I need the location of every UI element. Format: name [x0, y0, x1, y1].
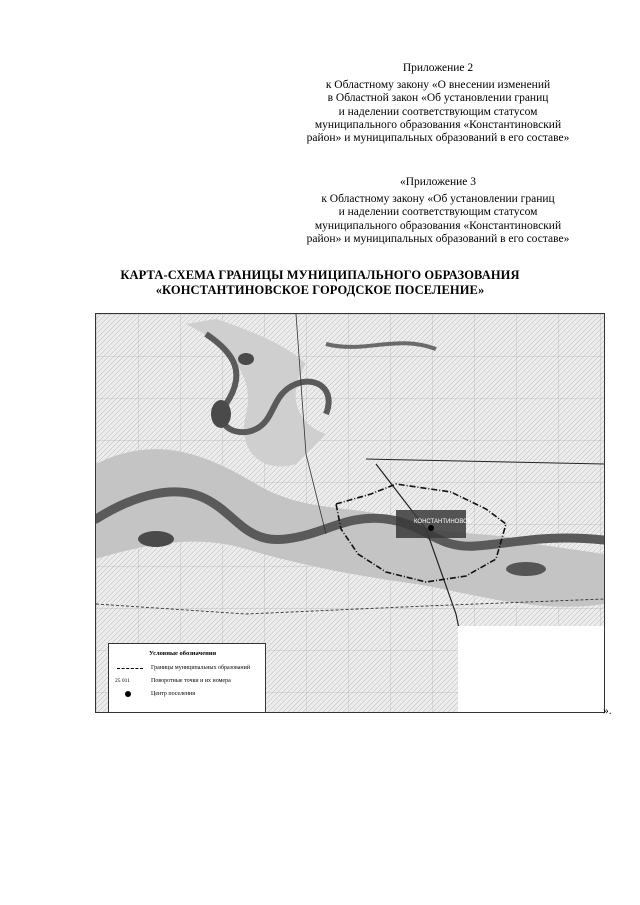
settlement-center-marker	[428, 525, 434, 531]
map-title	[0, 268, 640, 298]
legend-label: Центр поселения	[151, 691, 196, 697]
appendix-2-block	[288, 62, 588, 145]
map-scheme[interactable]	[95, 313, 605, 713]
city-label: КОНСТАНТИНОВСК	[414, 519, 471, 525]
legend-row-boundary	[115, 664, 263, 674]
map-legend	[108, 643, 266, 713]
appendix-2-line: муниципального образования «Константиновский	[314, 118, 562, 131]
appendix-3-line: муниципального образования «Константиновский	[314, 219, 562, 232]
lake	[238, 353, 254, 365]
appendix-2-line: район» и муниципальных образований в его составе»	[306, 132, 570, 145]
appendix-2-line: к Областному закону «О внесении изменений	[325, 79, 551, 92]
legend-label: Границы муниципальных образований	[151, 665, 251, 671]
appendix-2-heading: Приложение 2	[402, 62, 474, 74]
appendix-3-line: и наделении соответствующим статусом	[338, 206, 538, 219]
legend-title: Условные обозначения	[149, 650, 217, 657]
appendix-3-line: район» и муниципальных образований в его составе»	[306, 232, 570, 245]
legend-row-center	[115, 690, 263, 700]
appendix-3-heading: «Приложение 3	[399, 176, 477, 188]
appendix-2-line: в Областной закон «Об установлении границ	[327, 92, 549, 105]
appendix-3-block	[288, 176, 588, 246]
lake	[138, 531, 174, 547]
filled-circle-icon	[125, 691, 131, 697]
closing-quote: ».	[603, 705, 612, 717]
appendix-3-line: к Областному закону «Об установлении границ	[321, 193, 555, 206]
appendix-2-line: и наделении соответствующим статусом	[338, 105, 538, 118]
legend-row-points	[115, 677, 263, 687]
point-number-sample: 25 011	[115, 678, 130, 684]
lake	[211, 400, 231, 428]
dashed-line-icon	[117, 668, 143, 669]
legend-label: Поворотные точки и их номера	[151, 678, 231, 684]
lake	[506, 562, 546, 576]
map-blank-area	[458, 626, 604, 712]
map-title-line-1: КАРТА-СХЕМА ГРАНИЦЫ МУНИЦИПАЛЬНОГО ОБРАЗОВАНИЯ	[120, 268, 520, 282]
map-title-line-2: «КОНСТАНТИНОВСКОЕ ГОРОДСКОЕ ПОСЕЛЕНИЕ»	[155, 283, 485, 297]
